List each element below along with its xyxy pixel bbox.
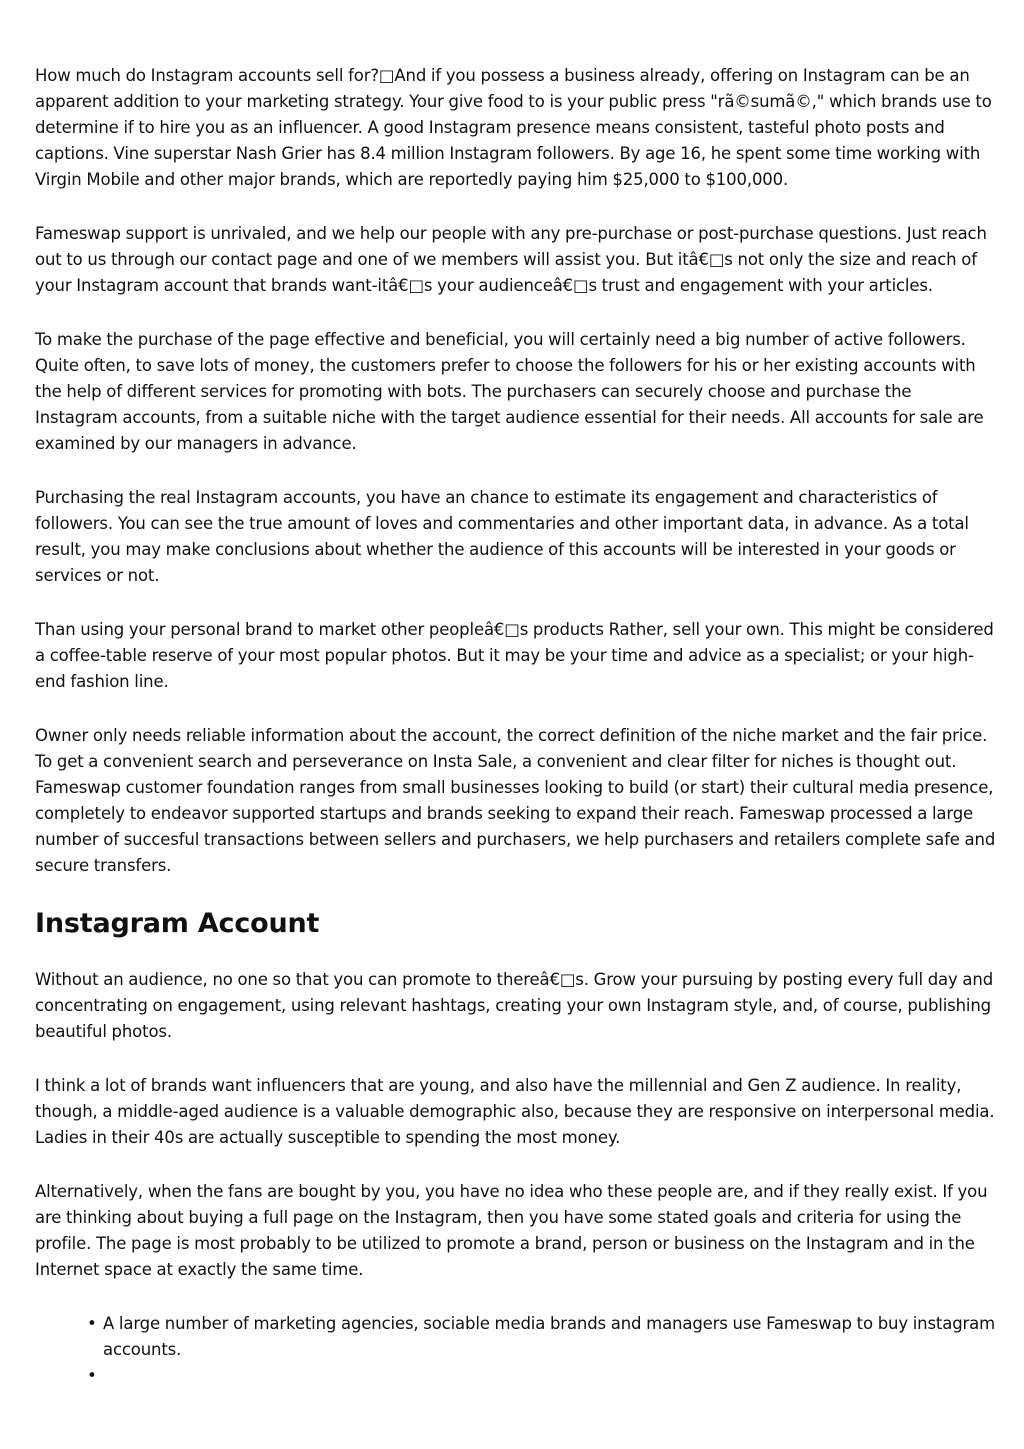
paragraph: Without an audience, no one so that you can promote to thereâ€□s. Grow your pursuing by posting every full day and concentrating on engagement, using relevant hashtags, creating your own Instagram style, and, of course, publishing beautiful photos. (35, 970, 994, 1041)
list-item-text: A large number of marketing agencies, sociable media brands and managers use Fameswap to buy instagram accounts. (103, 1314, 996, 1359)
paragraph: Alternatively, when the fans are bought by you, you have no idea who these people are, and if they really exist. If you are thinking about buying a full page on the Instagram, then you have some stated goals and criteria for using the profile. The page is most probably to be utilized to promote a brand, person or business on the Instagram and in the Internet space at exactly the same time. (35, 1182, 988, 1279)
section-heading: Instagram Account (35, 908, 320, 939)
bullet-icon: • (87, 1366, 97, 1385)
bullet-icon: • (87, 1314, 97, 1333)
paragraph: Than using your personal brand to market other peopleâ€□s products Rather, sell your own. This might be considered a coffee-table reserve of your most popular photos. But it may be your time and advice as a specialist; or your high-end fashion line. (35, 620, 994, 691)
paragraph: To make the purchase of the page effective and beneficial, you will certainly need a big number of active followers. Quite often, to save lots of money, the customers prefer to choose the followers for his or her existing accounts with the help of different services for promoting with bots. The purchasers can securely choose and purchase the Instagram accounts, from a suitable niche with the target audience essential for their needs. All accounts for sale are examined by our managers in advance. (35, 330, 984, 453)
list-item (87, 1363, 997, 1389)
paragraph: Owner only needs reliable information about the account, the correct definition of the niche market and the fair price. To get a convenient search and perseverance on Insta Sale, a convenient and clear filter for niches is thought out. Fameswap customer foundation ranges from small businesses looking to build (or start) their cultural media presence, completely to endeavor supported startups and brands seeking to expand their reach. Fameswap processed a large number of succesful transactions between sellers and purchasers, we help purchasers and retailers complete safe and secure transfers. (35, 726, 996, 875)
paragraph: How much do Instagram accounts sell for?□And if you possess a business already, offering on Instagram can be an apparent addition to your marketing strategy. Your give food to is your public press "rã©sumã©," which brands use to determine if to hire you as an influencer. A good Instagram presence means consistent, tasteful photo posts and captions. Vine superstar Nash Grier has 8.4 million Instagram followers. By age 16, he spent some time working with Virgin Mobile and other major brands, which are reportedly paying him $25,000 to $100,000. (35, 66, 992, 189)
article (35, 63, 997, 1389)
list-item (87, 1311, 997, 1363)
paragraph: Purchasing the real Instagram accounts, you have an chance to estimate its engagement and characteristics of followers. You can see the true amount of loves and commentaries and other important data, in advance. As a total result, you may make conclusions about whether the audience of this accounts will be interested in your goods or services or not. (35, 488, 969, 585)
paragraph: Fameswap support is unrivaled, and we help our people with any pre-purchase or post-purchase questions. Just reach out to us through our contact page and one of we members will assist you. But itâ€□s not only the size and reach of your Instagram account that brands want-itâ€□s your audienceâ€□s trust and engagement with your articles. (35, 224, 987, 295)
bullet-list (35, 1311, 997, 1389)
paragraph: I think a lot of brands want influencers that are young, and also have the millennial and Gen Z audience. In reality, though, a middle-aged audience is a valuable demographic also, because they are responsive on interpersonal media. Ladies in their 40s are actually susceptible to spending the most money. (35, 1076, 995, 1147)
